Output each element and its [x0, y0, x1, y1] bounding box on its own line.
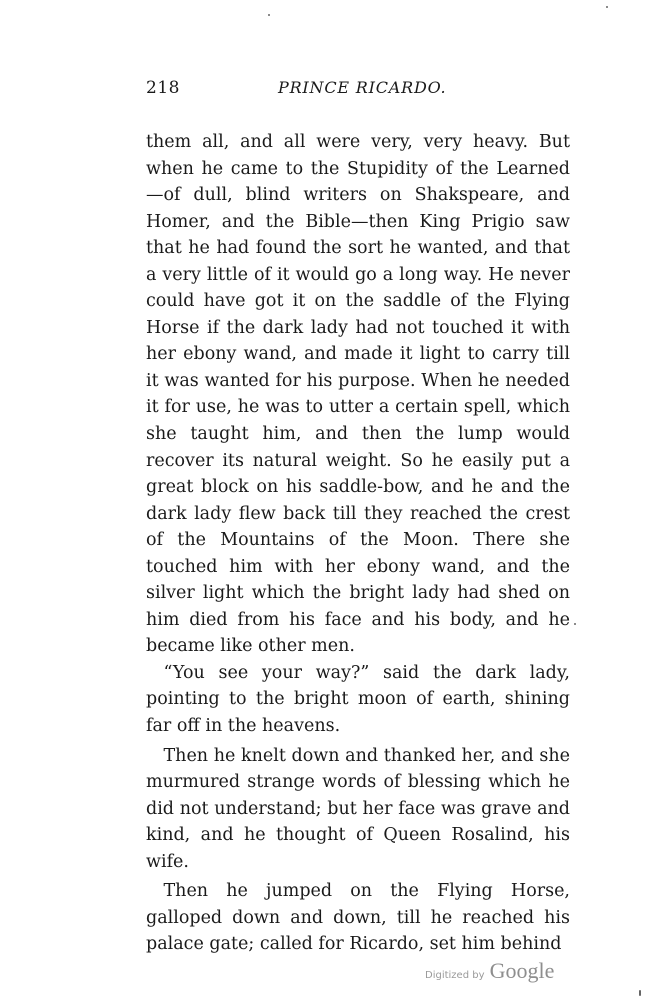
- scan-speck: [268, 14, 270, 16]
- scan-speck: [639, 990, 641, 996]
- scan-speck: [606, 6, 608, 8]
- watermark-prefix: Digitized by: [425, 970, 485, 981]
- paragraph-2: “You see your way?” said the dark lady, pointing to the bright moon of earth, shining far off in the heavens.: [146, 662, 570, 737]
- paragraph-1: them all, and all were very, very heavy. But when he came to the Stupidity of the Learned—of dull, blind writers on Shakspeare, and Homer, and the Bible—then King Prigio saw that he had found the sort he wanted, and that a very little of it would go a long way. He never could have got it on the saddle of the Flying Horse if the dark lady had not touched it with her ebony wand, and made it light to carry till it was wanted for his purpose. When he needed it for use, he was to utter a certain spell, which she taught him, and then the lump would recover its natural weight. So he easily put a great block on his saddle-bow, and he and the dark lady flew back till they reached the crest of the Mountains of the Moon. There she touched him with her ebony wand, and the silver light which the bright lady had shed on him died from his face and his body, and he became like other men.: [146, 132, 570, 657]
- running-head: PRINCE RICARDO.: [278, 78, 447, 97]
- watermark-brand: Google: [489, 958, 555, 983]
- scan-speck: [574, 623, 576, 625]
- paragraph-4: Then he jumped on the Flying Horse, galloped down and down, till he reached his palace gate; called for Ricardo, set him behind: [146, 881, 570, 955]
- page-number: 218: [146, 78, 180, 98]
- paragraph-3: Then he knelt down and thanked her, and she murmured strange words of blessing which he did not understand; but her face was grave and kind, and he thought of Queen Rosalind, his wife.: [146, 745, 570, 872]
- digitized-watermark: [425, 958, 554, 984]
- body-text: [146, 129, 570, 958]
